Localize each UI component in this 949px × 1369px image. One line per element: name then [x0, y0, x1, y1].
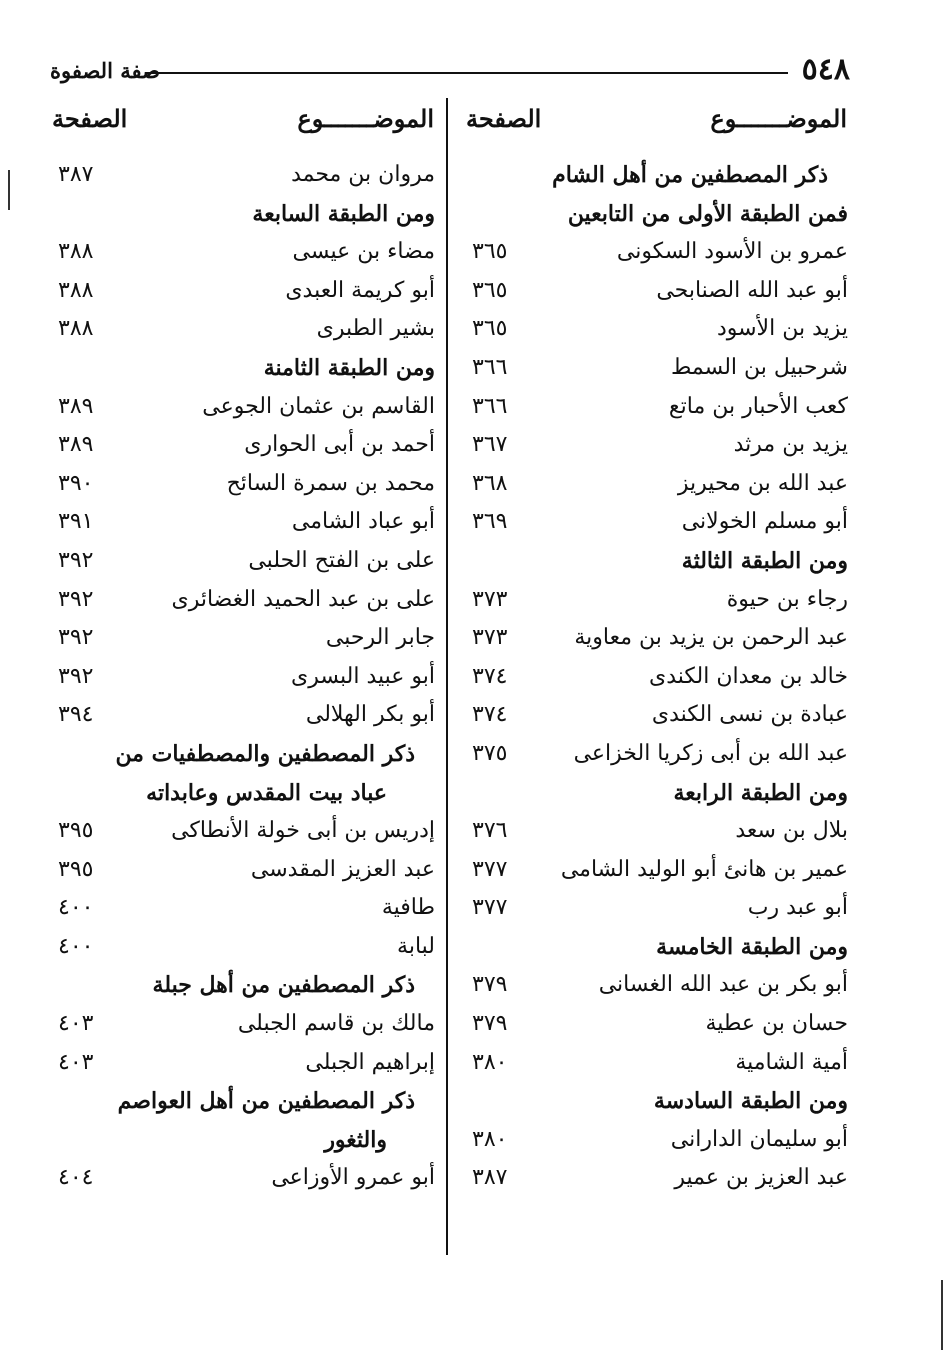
index-entry — [462, 855, 848, 894]
entry-topic: محمد بن سمرة السائح — [226, 470, 435, 496]
index-entry — [48, 932, 435, 971]
entry-topic: أبو بكر بن عبد الله الغسانى — [598, 972, 848, 998]
section-heading: فمن الطبقة الأولى من التابعين — [567, 200, 848, 227]
index-entry — [462, 1048, 848, 1087]
index-entry — [48, 469, 435, 508]
entry-topic: عمرو بن الأسود السكونى — [616, 239, 848, 265]
entry-topic: طافية — [381, 895, 435, 921]
entry-page-number: ٣٨٨ — [58, 277, 94, 303]
entry-topic: مالك بن قاسم الجبلى — [237, 1011, 435, 1037]
entry-page-number: ٣٩١ — [58, 509, 94, 535]
entry-page-number: ٣٧٥ — [472, 740, 508, 766]
index-entry — [48, 585, 435, 624]
index-entry — [48, 314, 435, 353]
entry-topic: بلال بن سعد — [735, 818, 848, 844]
index-entry — [462, 160, 848, 199]
index-entry — [48, 507, 435, 546]
index-entry — [48, 970, 435, 1009]
index-entry — [48, 237, 435, 276]
index-entry — [48, 893, 435, 932]
index-entry — [48, 430, 435, 469]
index-entry — [48, 276, 435, 315]
entry-topic: مضاء بن عيسى — [292, 239, 435, 265]
entry-page-number: ٣٩٢ — [58, 625, 94, 651]
index-entry — [462, 276, 848, 315]
entry-page-number: ٣٦٨ — [472, 470, 508, 496]
entry-topic: أبو بكر الهلالى — [305, 702, 435, 728]
book-title: صفة الصفوة — [50, 58, 160, 83]
index-entry — [462, 1086, 848, 1125]
section-heading: ومن الطبقة الثامنة — [263, 354, 435, 381]
entry-topic: جابر الرحبى — [325, 625, 435, 651]
entry-topic: أبو عمرو الأوزاعى — [271, 1165, 435, 1191]
entry-topic: أبو عباد الشامى — [291, 509, 435, 535]
entry-page-number: ٤٠٣ — [58, 1011, 94, 1037]
entry-page-number: ٣٦٦ — [472, 354, 508, 380]
left-page-label: الصفحة — [52, 104, 128, 133]
entry-page-number: ٣٨٠ — [472, 1049, 508, 1075]
entry-page-number: ٣٩٤ — [58, 702, 94, 728]
entry-page-number: ٣٧٦ — [472, 818, 508, 844]
entry-topic: على بن الفتح الحلبى — [248, 547, 435, 573]
index-entry — [462, 932, 848, 971]
entry-topic: كعب الأحبار بن ماتع — [668, 393, 848, 419]
entry-topic: عبد العزيز المقدسى — [250, 856, 435, 882]
index-entry — [48, 778, 435, 817]
entry-page-number: ٣٦٥ — [472, 239, 508, 265]
index-entry — [48, 160, 435, 199]
entry-page-number: ٣٨٨ — [58, 239, 94, 265]
entry-topic: يزيد بن مرثد — [733, 432, 848, 458]
index-entry — [48, 199, 435, 238]
entry-page-number: ٣٧٣ — [472, 625, 508, 651]
index-entry — [48, 1086, 435, 1125]
entry-topic: أبو كريمة العبدى — [285, 277, 435, 303]
page-header — [50, 52, 850, 96]
index-entry — [462, 1125, 848, 1164]
index-entry — [48, 353, 435, 392]
entry-topic: مروان بن محمد — [291, 162, 435, 187]
index-entry — [462, 1009, 848, 1048]
entry-page-number: ٣٧٧ — [472, 895, 508, 921]
index-entry — [48, 855, 435, 894]
entry-page-number: ٣٨٩ — [58, 393, 94, 419]
entry-page-number: ٣٨٨ — [58, 316, 94, 342]
index-entry — [462, 893, 848, 932]
entry-topic: أحمد بن أبى الحوارى — [244, 432, 435, 458]
left-index-column — [48, 160, 435, 1202]
entry-topic: إدريس بن أبى خولة الأنطاكى — [171, 818, 435, 844]
index-entry — [462, 970, 848, 1009]
entry-topic: عبد الرحمن بن يزيد بن معاوية — [574, 625, 848, 651]
entry-topic: شرحبيل بن السمط — [670, 354, 848, 380]
entry-page-number: ٣٩٢ — [58, 663, 94, 689]
entry-page-number: ٣٧٩ — [472, 972, 508, 998]
entry-page-number: ٣٦٦ — [472, 393, 508, 419]
index-entry — [462, 237, 848, 276]
index-entry — [48, 623, 435, 662]
index-entry — [462, 700, 848, 739]
entry-page-number: ٣٩٠ — [58, 470, 94, 496]
entry-topic: يزيد بن الأسود — [716, 316, 848, 342]
entry-topic: أبو سليمان الدارانى — [670, 1126, 848, 1152]
entry-page-number: ٣٧٤ — [472, 702, 508, 728]
index-entry — [462, 662, 848, 701]
entry-page-number: ٣٦٩ — [472, 509, 508, 535]
index-entry — [462, 546, 848, 585]
section-heading: ذكر المصطفين من أهل الشام — [552, 162, 828, 188]
section-heading: والثغور — [324, 1126, 387, 1153]
entry-topic: عبد الله بن أبى زكريا الخزاعى — [573, 740, 848, 766]
entry-page-number: ٣٨٩ — [58, 432, 94, 458]
index-entry — [48, 1009, 435, 1048]
entry-topic: القاسم بن عثمان الجوعى — [202, 393, 435, 419]
section-heading: ومن الطبقة الخامسة — [656, 933, 848, 960]
entry-topic: أبو مسلم الخولانى — [681, 509, 848, 535]
entry-topic: عمير بن هانئ أبو الوليد الشامى — [560, 856, 848, 882]
entry-page-number: ٣٧٤ — [472, 663, 508, 689]
entry-page-number: ٤٠٠ — [58, 895, 94, 921]
entry-page-number: ٣٧٣ — [472, 586, 508, 612]
entry-page-number: ٣٦٥ — [472, 277, 508, 303]
index-entry — [462, 623, 848, 662]
section-heading: ذكر المصطفين والمصطفيات من — [115, 740, 415, 767]
index-entry — [462, 392, 848, 431]
entry-page-number: ٣٧٩ — [472, 1011, 508, 1037]
header-rule — [145, 72, 788, 74]
entry-page-number: ٣٩٥ — [58, 818, 94, 844]
entry-topic: أبو عبد رب — [747, 895, 848, 921]
index-entry — [462, 199, 848, 238]
entry-page-number: ٣٨٧ — [472, 1165, 508, 1191]
index-entry — [462, 469, 848, 508]
index-entry — [462, 1163, 848, 1202]
section-heading: ذكر المصطفين من أهل جبلة — [152, 972, 415, 999]
entry-page-number: ٣٨٠ — [472, 1126, 508, 1152]
entry-page-number: ٣٦٥ — [472, 316, 508, 342]
scan-edge-mark — [8, 170, 10, 210]
entry-topic: أبو عبد الله الصنابحى — [656, 277, 848, 303]
section-heading: ومن الطبقة السابعة — [252, 200, 435, 227]
index-entry — [462, 430, 848, 469]
section-heading: عباد بيت المقدس وعابداته — [146, 779, 387, 806]
entry-page-number: ٤٠٣ — [58, 1049, 94, 1075]
entry-page-number: ٣٧٧ — [472, 856, 508, 882]
index-entry — [48, 700, 435, 739]
entry-topic: خالد بن معدان الكندى — [649, 663, 848, 689]
right-index-column — [462, 160, 848, 1202]
entry-topic: حسان بن عطية — [705, 1011, 848, 1037]
entry-page-number: ٣٩٥ — [58, 856, 94, 882]
index-entry — [48, 816, 435, 855]
index-entry — [48, 1048, 435, 1087]
entry-topic: أبو عبيد البسرى — [291, 663, 435, 689]
index-entry — [462, 507, 848, 546]
scan-edge-mark — [941, 1280, 943, 1350]
index-entry — [462, 585, 848, 624]
section-heading: ومن الطبقة الثالثة — [681, 547, 848, 574]
entry-page-number: ٣٩٢ — [58, 586, 94, 612]
entry-page-number: ٣٨٧ — [58, 162, 94, 187]
right-topic-label: الموضـــــــوع — [710, 104, 847, 133]
left-topic-label: الموضـــــــوع — [297, 104, 434, 133]
column-divider — [446, 98, 448, 1255]
section-heading: ومن الطبقة الرابعة — [673, 779, 848, 806]
index-entry — [462, 353, 848, 392]
index-entry — [48, 662, 435, 701]
entry-topic: بشير الطبرى — [316, 316, 435, 342]
entry-page-number: ٤٠٠ — [58, 933, 94, 959]
index-entry — [48, 1125, 435, 1164]
section-heading: ذكر المصطفين من أهل العواصم — [117, 1088, 415, 1115]
index-entry — [48, 739, 435, 778]
entry-topic: عبد الله بن محيريز — [677, 470, 848, 496]
page-number: ٥٤٨ — [801, 52, 850, 87]
index-entry — [462, 739, 848, 778]
entry-page-number: ٣٩٢ — [58, 547, 94, 573]
entry-topic: عبد العزيز بن عمير — [674, 1165, 848, 1191]
right-page-label: الصفحة — [466, 104, 542, 133]
entry-topic: على بن عبد الحميد الغضائرى — [171, 586, 435, 612]
entry-topic: إبراهيم الجبلى — [305, 1049, 435, 1075]
index-entry — [48, 392, 435, 431]
entry-page-number: ٣٦٧ — [472, 432, 508, 458]
entry-topic: لبابة — [397, 933, 435, 959]
entry-topic: أمية الشامية — [735, 1049, 848, 1075]
index-entry — [462, 314, 848, 353]
index-entry — [462, 816, 848, 855]
index-entry — [462, 778, 848, 817]
entry-topic: رجاء بن حيوة — [726, 586, 848, 612]
index-entry — [48, 1163, 435, 1202]
entry-topic: عبادة بن نسى الكندى — [651, 702, 848, 728]
index-entry — [48, 546, 435, 585]
entry-page-number: ٤٠٤ — [58, 1165, 94, 1191]
section-heading: ومن الطبقة السادسة — [653, 1088, 848, 1115]
